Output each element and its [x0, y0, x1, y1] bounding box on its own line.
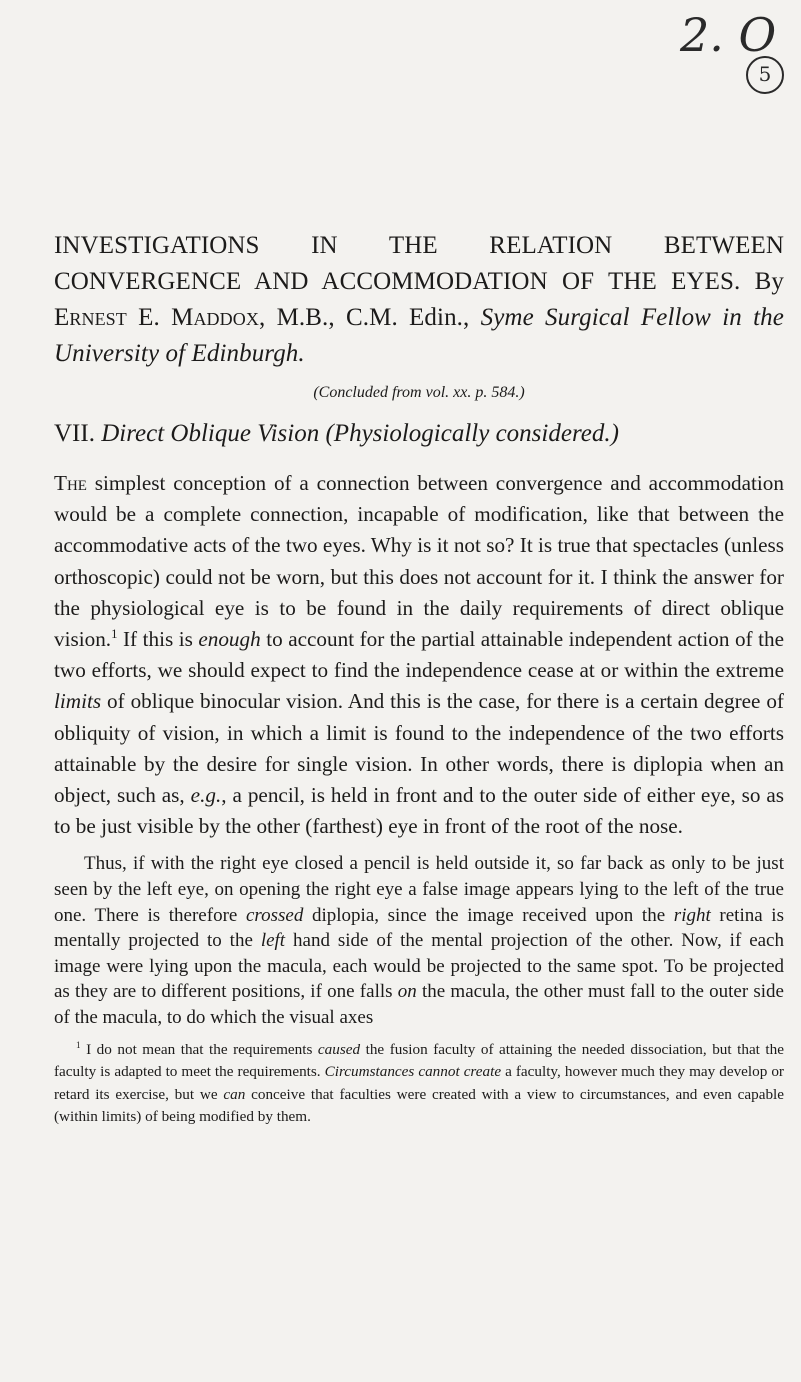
- author-credentials: , M.B., C.M. Edin.,: [258, 304, 470, 331]
- circled-number: 5: [746, 56, 784, 94]
- title-by: By: [754, 268, 784, 295]
- article: [54, 228, 784, 1129]
- paragraph-2: Thus, if with the right eye closed a pencil is held outside it, so far back as only to be just seen by the left eye, on opening the right eye a false image appears lying to the left of the true one. There is therefore crossed diplopia, since the image received upon the right retina is mentally projected to the left hand side of the mental projection of the other. Now, if each image were lying upon the macula, each would be projected to the same spot. To be projected as they are to different positions, if one falls on the macula, the other must fall to the outer side of the macula, to do which the visual axes: [54, 853, 784, 1028]
- annotation-mark: 2. O: [680, 8, 777, 62]
- author-name: Ernest E. Maddox: [54, 304, 259, 331]
- section-heading: [54, 420, 784, 448]
- paragraph-1: The simplest conception of a connection between convergence and accommodation would be a complete connection, incapable of modification, like that between the accommodative acts of the two eyes. Why is it not so? It is true that spectacles (unless orthoscopic) could not be worn, but this does not account for it. I think the answer for the physiological eye is to be found in the daily requirements of direct oblique vision.$^1$ If this is enough to account for the partial attainable independent action of the two efforts, we should expect to find the independence cease at or within the extreme limits of oblique binocular vision. And this is the case, for there is a certain degree of obliquity of vision, in which a limit is found to the independence of the two efforts attainable by the desire for single vision. In other words, there is diplopia when an object, such as, e.g., a pencil, is held in front and to the outer side of either eye, so as to be just visible by the other (farthest) eye in front of the root of the nose.: [54, 471, 784, 839]
- footnote-number: 1: [76, 1039, 81, 1050]
- handwritten-annotation: [680, 8, 777, 86]
- section-title: Direct Oblique Vision (Physiologically considered.): [101, 420, 619, 447]
- footnote-marker: 1: [111, 626, 118, 641]
- concluded-note: (Concluded from vol. xx. p. 584.): [313, 384, 525, 401]
- title-line: INVESTIGATIONS IN THE RELATION BETWEEN CONVERGENCE AND ACCOMMODATION OF THE EYES.: [54, 232, 784, 295]
- section-number: VII.: [54, 420, 95, 447]
- author-affiliation: Syme Surgical Fellow in the University of Edinburgh.: [54, 304, 784, 367]
- footnote: $^1$ I do not mean that the requirements caused the fusion faculty of attaining the needed dissociation, but that the faculty is adapted to meet the requirements. Circumstances cannot create a faculty, however much they may develop or retard its exercise, but we can conceive that faculties were created with a view to circumstances, and even capable (within limits) of being modified by them.: [54, 1039, 785, 1126]
- article-title: [54, 228, 784, 372]
